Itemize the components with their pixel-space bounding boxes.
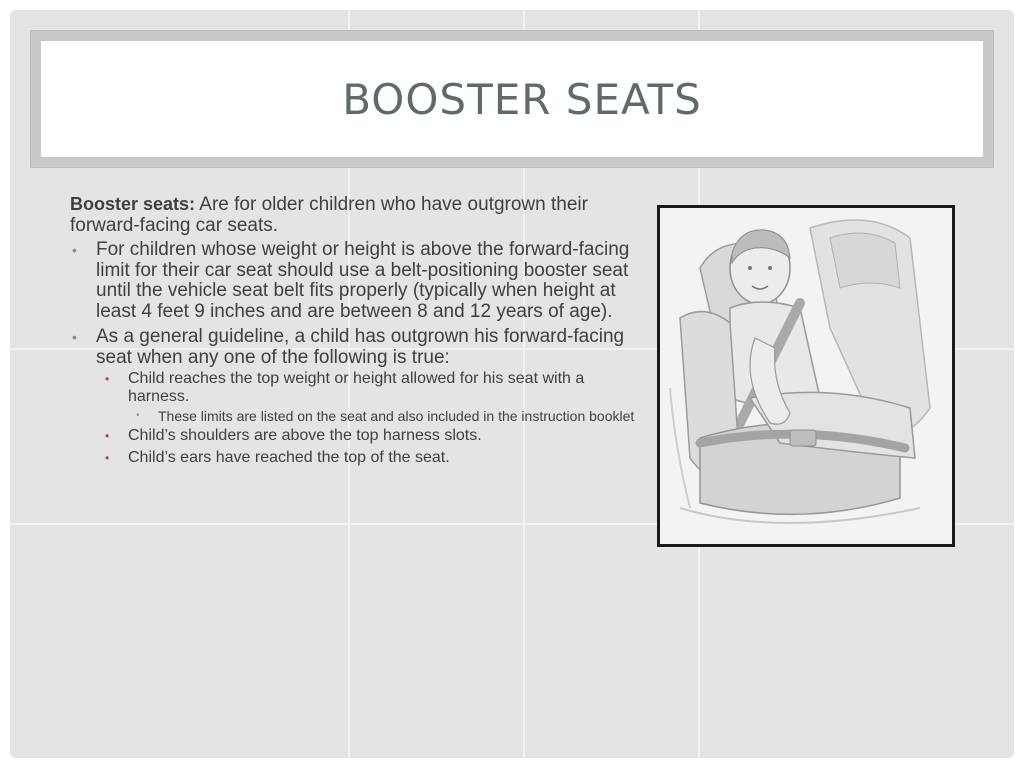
list-item — [70, 240, 640, 322]
sub-list-item-text: Child reaches the top weight or height allowed for his seat with a harness. — [128, 370, 585, 405]
bullet-list — [70, 240, 640, 467]
sub-list-item — [96, 370, 640, 423]
bullet-icon: • — [105, 451, 110, 465]
slide-body — [70, 194, 640, 472]
illustration-svg — [660, 208, 952, 544]
sub-sub-list — [128, 409, 640, 423]
slide-title: BOOSTER SEATS — [342, 74, 702, 124]
sub-sub-list-item-text: These limits are listed on the seat and also included in the instruction booklet — [158, 408, 635, 424]
sub-list-item — [96, 449, 640, 467]
sub-list — [96, 370, 640, 467]
lead-text: Are for older children who have outgrown their forward-facing car seats. — [70, 194, 588, 236]
sub-sub-list-item — [128, 409, 640, 423]
sub-list-item — [96, 427, 640, 445]
bullet-icon: • — [105, 429, 110, 443]
bullet-icon: • — [72, 242, 77, 258]
title-box — [41, 41, 983, 157]
title-frame — [30, 30, 994, 168]
slide — [10, 10, 1014, 758]
booster-seat-illustration-frame — [657, 205, 955, 547]
list-item-text: For children whose weight or height is above the forward-facing limit for their car seat should use a belt-positioning booster seat until the vehicle seat belt fits properly (typically when height at least 4 feet 9 inches and are between 8 and 12 years of age). — [96, 239, 630, 322]
bullet-icon: • — [136, 410, 140, 421]
list-item-text: As a general guideline, a child has outgrown his forward-facing seat when any one of the following is true: — [96, 326, 625, 368]
lead-keyword: Booster seats: — [70, 194, 196, 214]
bullet-icon: • — [105, 372, 110, 386]
sub-list-item-text: Child’s ears have reached the top of the seat. — [128, 449, 450, 466]
child-in-booster-seat-illustration-icon — [660, 208, 952, 544]
sub-list-item-text: Child’s shoulders are above the top harness slots. — [128, 427, 482, 444]
bullet-icon: • — [72, 329, 77, 345]
lead-paragraph — [70, 194, 640, 236]
list-item — [70, 327, 640, 467]
